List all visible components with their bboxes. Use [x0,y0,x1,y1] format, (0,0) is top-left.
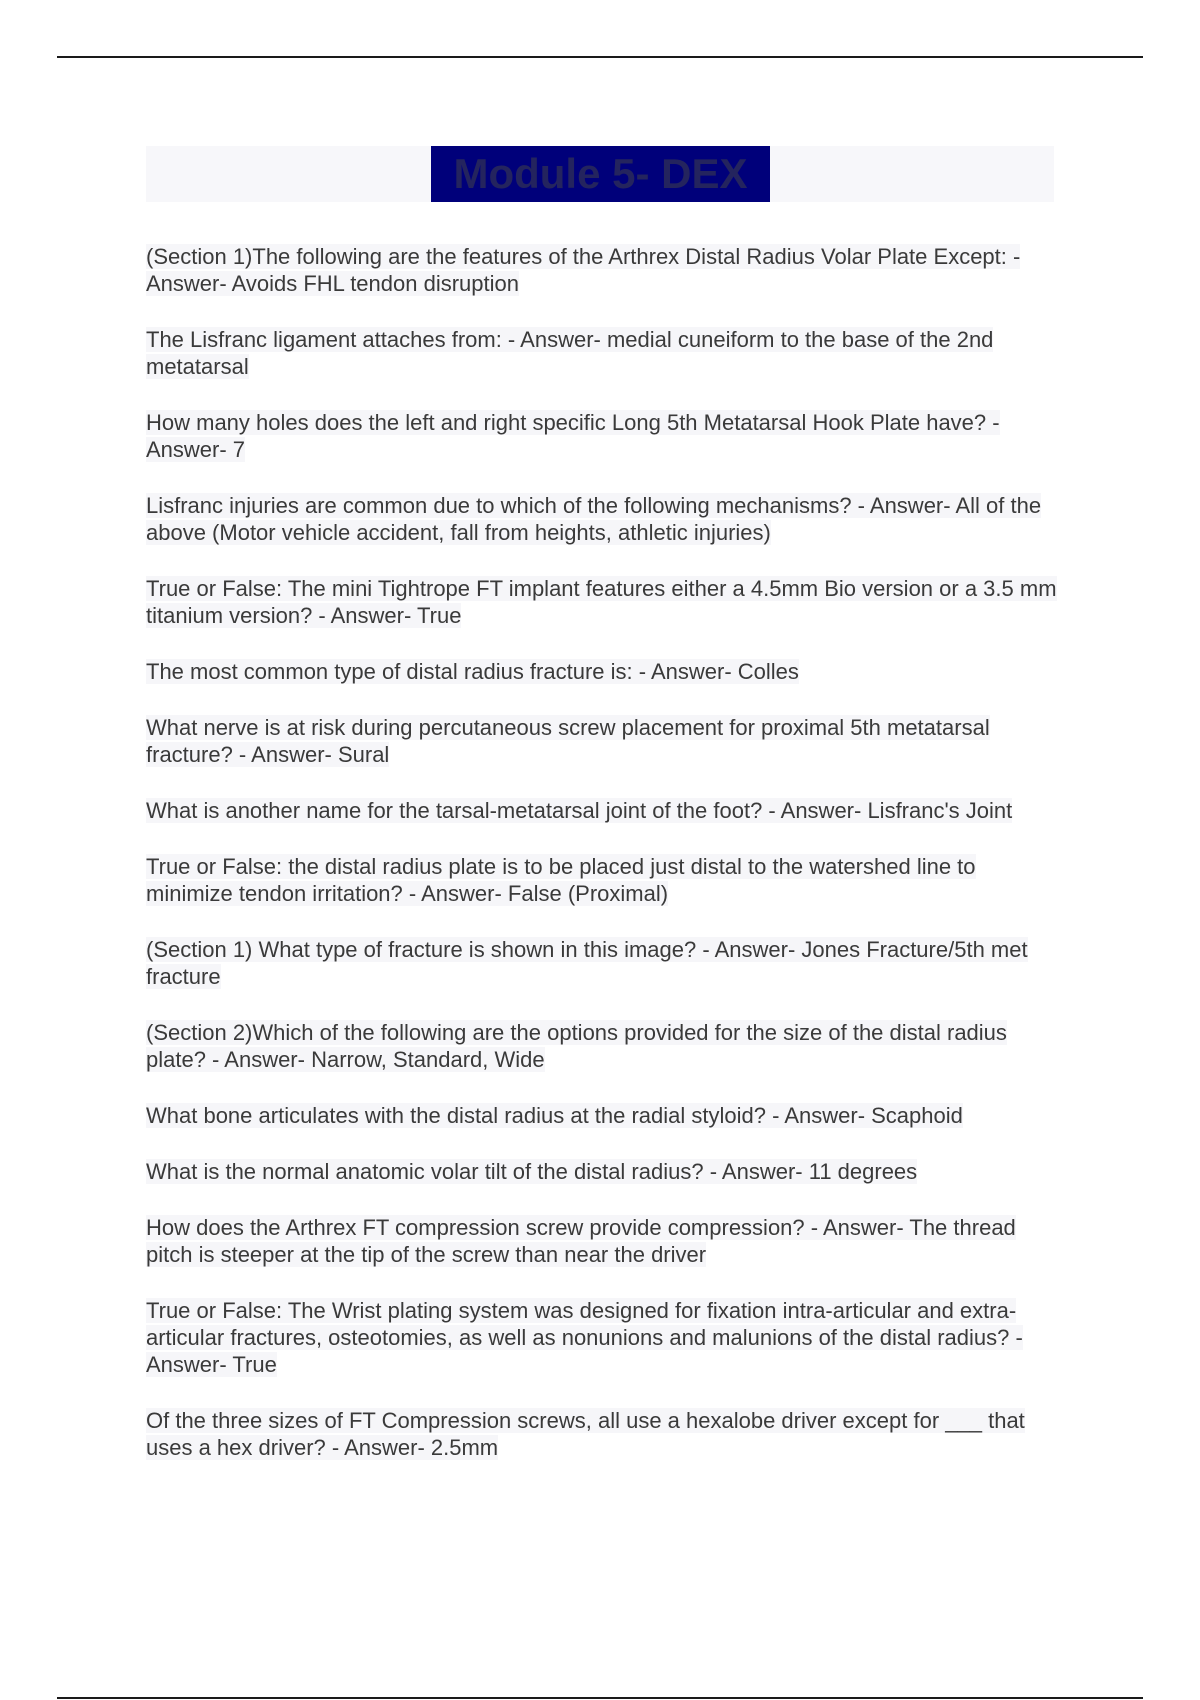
qa-item [146,797,1066,824]
qa-text: What is another name for the tarsal-metatarsal joint of the foot? - Answer- Lisfranc's Joint [146,798,1013,823]
qa-item [146,575,1066,629]
qa-item [146,409,1066,463]
qa-text: (Section 2)Which of the following are the options provided for the size of the distal radius plate? - Answer- Narrow, Standard, Wide [146,1020,1007,1072]
qa-item [146,1214,1066,1268]
qa-text: The most common type of distal radius fracture is: - Answer- Colles [146,659,799,684]
qa-item [146,492,1066,546]
qa-text: What bone articulates with the distal radius at the radial styloid? - Answer- Scaphoid [146,1103,963,1128]
bottom-rule [57,1697,1143,1699]
qa-item [146,326,1066,380]
qa-text: The Lisfranc ligament attaches from: - Answer- medial cuneiform to the base of the 2nd metatarsal [146,327,994,379]
qa-item [146,658,1066,685]
qa-text: How many holes does the left and right specific Long 5th Metatarsal Hook Plate have? - Answer- 7 [146,410,1000,462]
qa-item [146,243,1066,297]
qa-item [146,1297,1066,1378]
qa-item [146,1019,1066,1073]
qa-text: (Section 1)The following are the features of the Arthrex Distal Radius Volar Plate Except: - Answer- Avoids FHL tendon disruption [146,244,1021,296]
qa-text: Of the three sizes of FT Compression screws, all use a hexalobe driver except for ___ that uses a hex driver? - Answer- 2.5mm [146,1408,1025,1460]
top-rule [57,56,1143,58]
qa-text: What nerve is at risk during percutaneous screw placement for proximal 5th metatarsal fracture? - Answer- Sural [146,715,990,767]
qa-text: True or False: the distal radius plate is to be placed just distal to the watershed line to minimize tendon irritation? - Answer- False (Proximal) [146,854,976,906]
qa-item [146,936,1066,990]
qa-text: Lisfranc injuries are common due to which of the following mechanisms? - Answer- All of the above (Motor vehicle accident, fall from heights, athletic injuries) [146,493,1042,545]
qa-text: (Section 1) What type of fracture is shown in this image? - Answer- Jones Fracture/5th met fracture [146,937,1028,989]
document-title: Module 5- DEX [431,146,770,202]
qa-item [146,853,1066,907]
qa-item [146,714,1066,768]
qa-item [146,1158,1066,1185]
qa-text: What is the normal anatomic volar tilt of the distal radius? - Answer- 11 degrees [146,1159,918,1184]
qa-text: How does the Arthrex FT compression screw provide compression? - Answer- The thread pitch is steeper at the tip of the screw than near the driver [146,1215,1016,1267]
qa-item [146,1407,1066,1461]
qa-text: True or False: The mini Tightrope FT implant features either a 4.5mm Bio version or a 3.5 mm titanium version? - Answer- True [146,576,1057,628]
qa-text: True or False: The Wrist plating system was designed for fixation intra-articular and extra-articular fractures, osteotomies, as well as nonunions and malunions of the distal radius? - Answer- True [146,1298,1023,1377]
qa-list [146,243,1066,1490]
qa-item [146,1102,1066,1129]
